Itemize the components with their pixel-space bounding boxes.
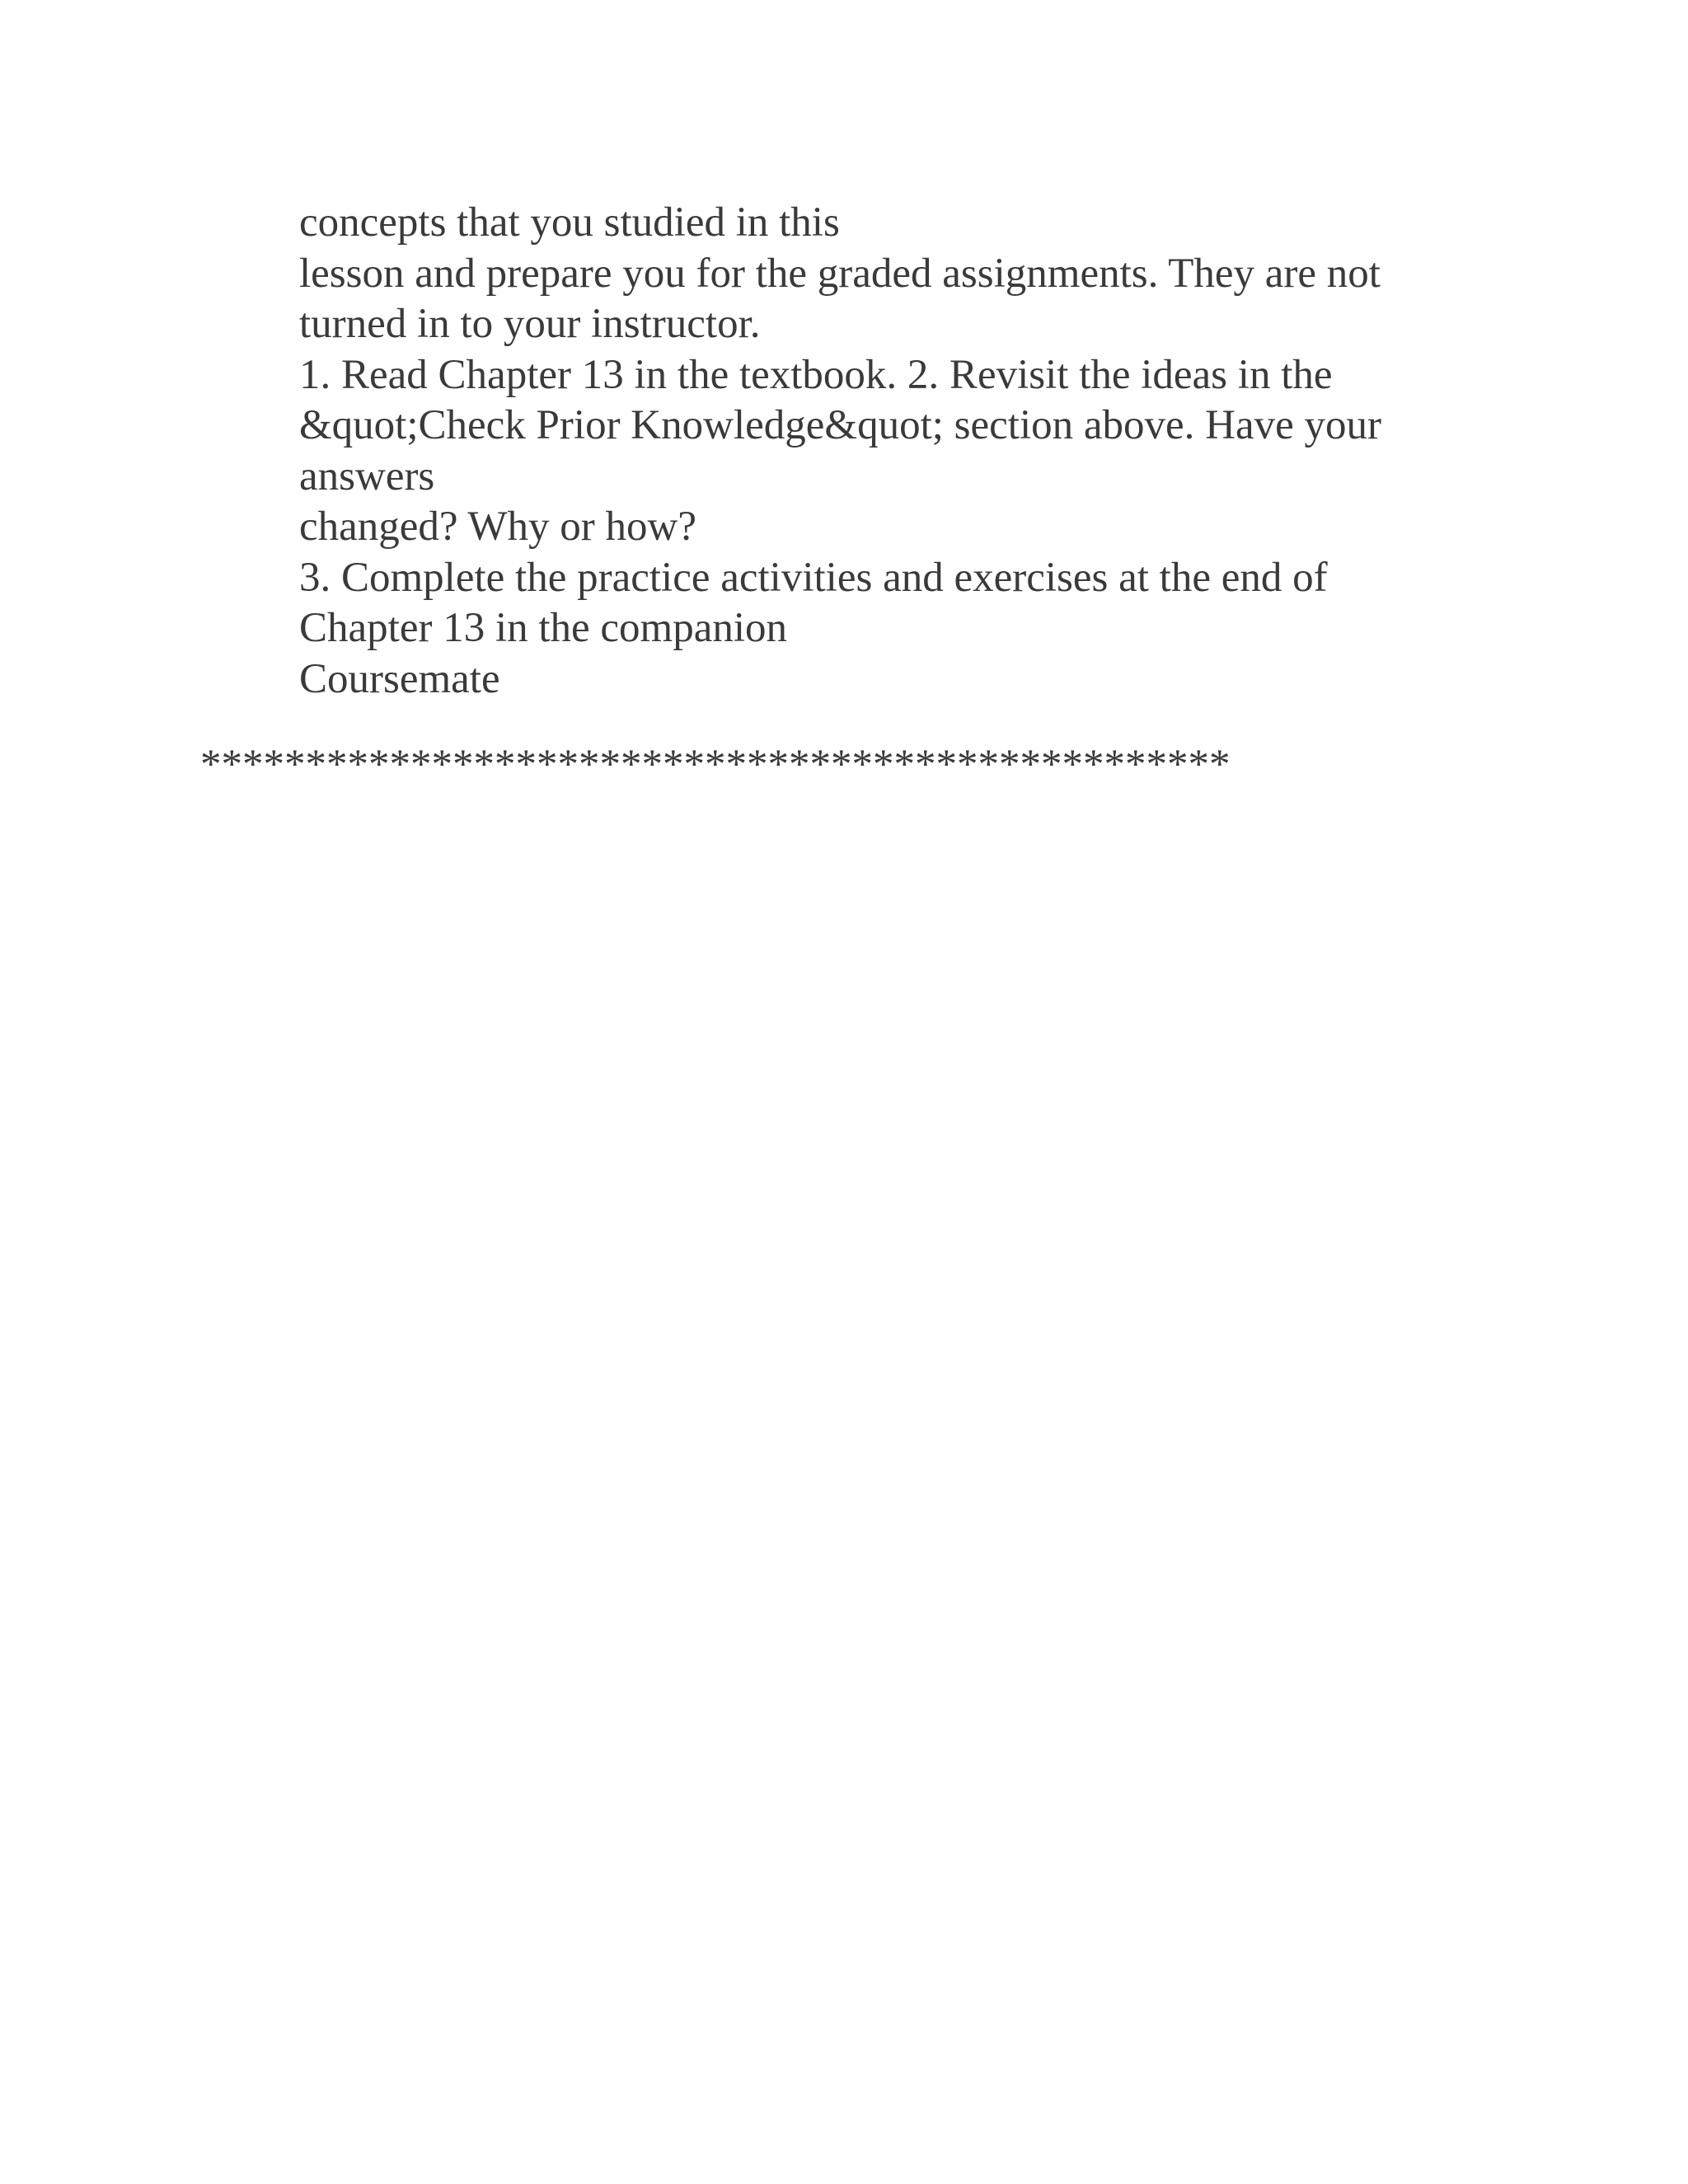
- text-line: 3. Complete the practice activities and exercises at the end of: [299, 554, 1328, 601]
- text-line: Chapter 13 in the companion: [299, 605, 788, 651]
- asterisk-separator: *************************************************: [200, 742, 1231, 788]
- text-line: concepts that you studied in this: [299, 199, 840, 246]
- text-line: 1. Read Chapter 13 in the textbook. 2. Revisit the ideas in the: [299, 351, 1333, 398]
- text-line: turned in to your instructor.: [299, 301, 761, 347]
- text-line: lesson and prepare you for the graded assignments. They are not: [299, 250, 1381, 297]
- text-line: &quot;Check Prior Knowledge&quot; section above. Have your: [299, 402, 1381, 448]
- text-line: Coursemate: [299, 655, 500, 702]
- body-text: [299, 198, 1536, 705]
- text-line: changed? Why or how?: [299, 504, 696, 550]
- text-line: answers: [299, 452, 435, 499]
